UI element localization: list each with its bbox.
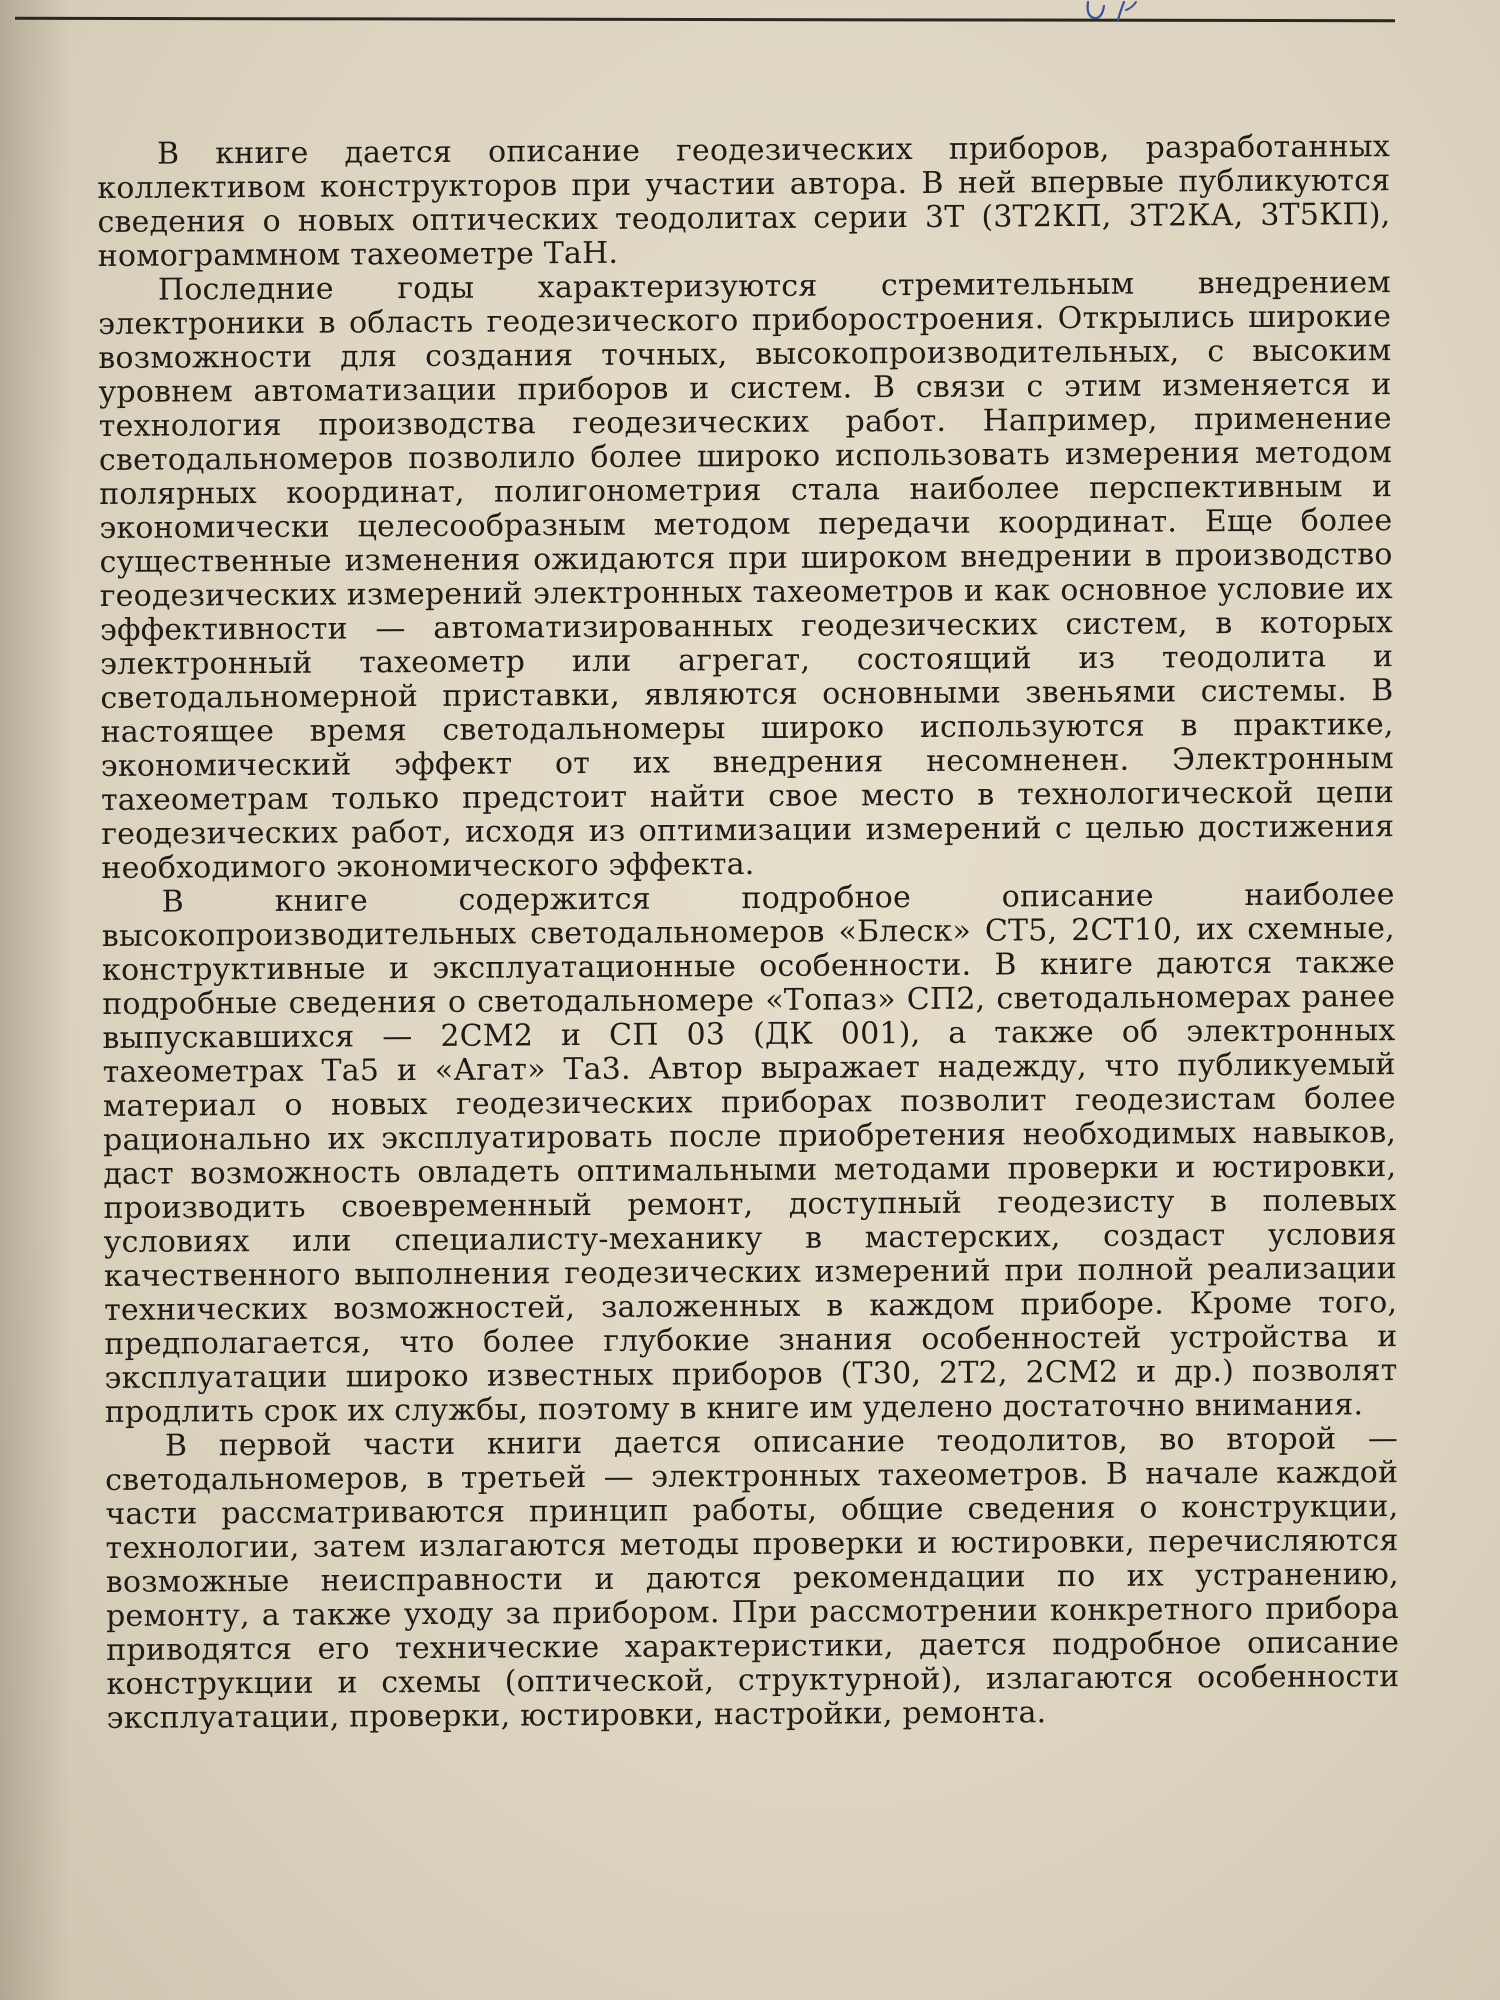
paragraph-intro: В книге дается описание геодезических приборов, разработанных коллективом конструкторов при участии автора. В ней впервые публикуются сведения о новых оптических теодолитах серии 3Т (3Т2КП, 3Т2КА, 3Т5КП), номограммном тахеометре ТаН. [97, 129, 1391, 274]
paragraph-structure: В первой части книги дается описание теодолитов, во второй — светодальномеров, в третьей — электронных тахеометров. В начале каждой части рассматриваются принцип работы, общие сведения о конструкции, технологии, затем излагаются методы проверки и юстировки, перечисляются возможные неисправности и даются рекомендации по их устранению, ремонту, а также уходу за прибором. При рассмотрении конкретного прибора приводятся его технические характеристики, дается подробное описание конструкции и схемы (оптической, структурной), излагаются особенности эксплуатации, проверки, юстировки, настройки, ремонта. [105, 1421, 1400, 1736]
paragraph-electronics: Последние годы характеризуются стремительным внедрением электроники в область геодезического приборостроения. Открылись широкие возможности для создания точных, высокопроизводительных, с высоким уровнем автоматизации приборов и систем. В связи с этим изменяется и технология производства геодезических работ. Например, применение светодальномеров позволило более широко использовать измерения методом полярных координат, полигонометрия стала наиболее перспективным и экономически целесообразным методом передачи координат. Еще более существенные изменения ожидаются при широком внедрении в производство геодезических измерений электронных тахеометров и как основное условие их эффективности — автоматизированных геодезических систем, в которых электронный тахеометр или агрегат, состоящий из теодолита и светодальномерной приставки, являются основными звеньями системы. В настоящее время светодальномеры широко используются в практике, экономический эффект от их внедрения несомненен. Электронным тахеометрам только предстоит найти свое место в технологической цепи геодезических работ, исходя из оптимизации измерений с целью достижения необходимого экономического эффекта. [98, 265, 1395, 886]
paragraph-content: В книге содержится подробное описание наиболее высокопроизводительных светодальномеров «Блеск» СТ5, 2СТ10, их схемные, конструктивные и эксплуатационные особенности. В книге даются также подробные сведения о светодальномере «Топаз» СП2, светодальномерах ранее выпускавшихся — 2СМ2 и СП 03 (ДК 001), а также об электронных тахеометрах Та5 и «Агат» Та3. Автор выражает надежду, что публикуемый материал о новых геодезических приборах позволит геодезистам более рационально их эксплуатировать после приобретения необходимых навыков, даст возможность овладеть оптимальными методами проверки и юстировки, производить своевременный ремонт, доступный геодезисту в полевых условиях или специалисту-механику в мастерских, создаст условия качественного выполнения геодезических измерений при полной реализации технических возможностей, заложенных в каждом приборе. Кроме того, предполагается, что более глубокие знания особенностей устройства и эксплуатации широко известных приборов (Т30, 2Т2, 2СМ2 и др.) позволят продлить срок их службы, поэтому в книге им уделено достаточно внимания. [101, 877, 1398, 1430]
handwritten-pen-mark-icon [1080, 0, 1160, 22]
binding-shadow [0, 0, 70, 2000]
body-text [97, 130, 1400, 1736]
top-rule-divider [15, 17, 1395, 22]
